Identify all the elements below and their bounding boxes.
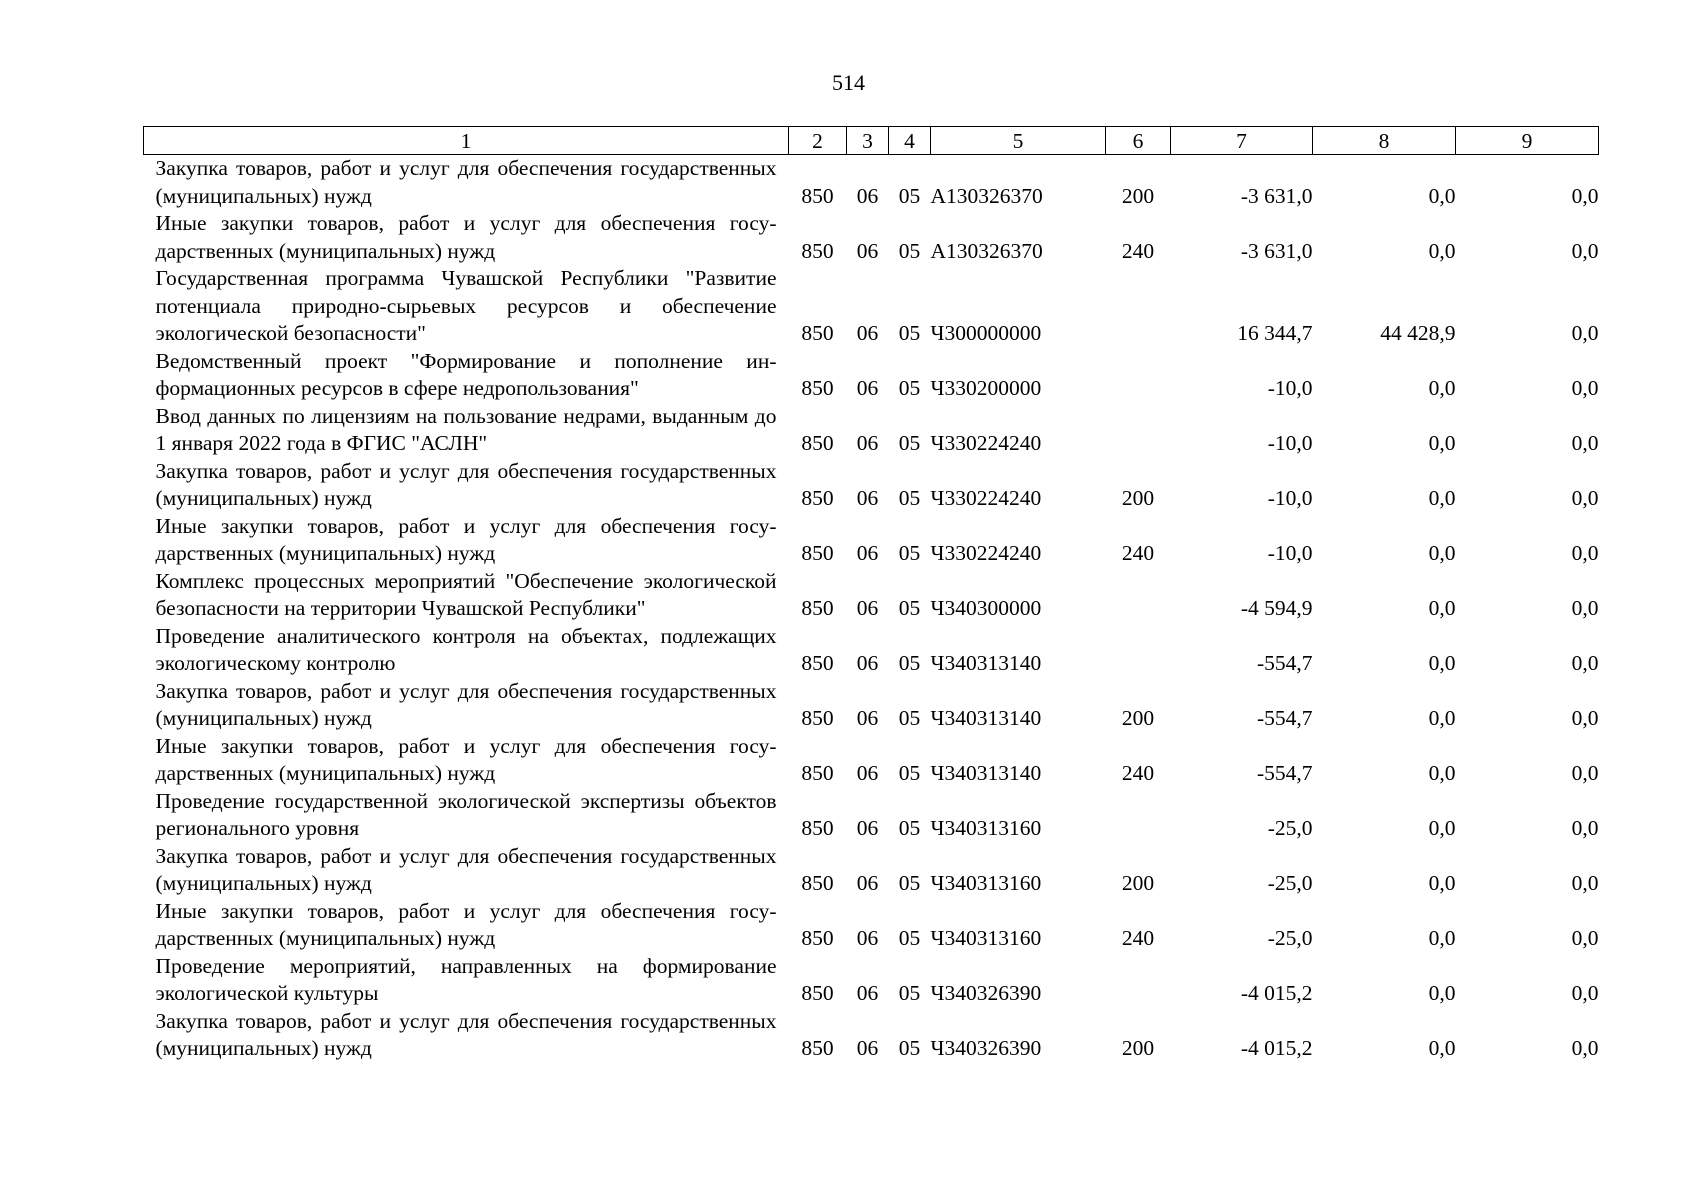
cell-target-item: Ч330200000 — [930, 376, 1042, 400]
cell-subsection: 05 — [898, 486, 921, 510]
table-row — [144, 458, 1599, 513]
cell-amount-col9: 0,0 — [1571, 926, 1599, 950]
column-header-2: 2 — [789, 127, 847, 155]
cell-target-item: Ч340326390 — [930, 981, 1042, 1005]
table-row — [144, 953, 1599, 1008]
cell-amount-col8: 0,0 — [1428, 376, 1456, 400]
cell-target-item: А130326370 — [930, 183, 1043, 208]
row-description: Комплекс процессных мероприятий "Обеспечение экологической безопасности на территории Чувашской Республики" — [155, 568, 777, 620]
cell-amount-col8: 0,0 — [1428, 816, 1456, 840]
cell-target-item: Ч340326390 — [930, 1036, 1042, 1060]
table-row — [144, 733, 1599, 788]
cell-amount-col8: 0,0 — [1428, 1036, 1456, 1060]
cell-expense-type — [1106, 403, 1171, 458]
cell-amount-col8: 0,0 — [1428, 431, 1456, 455]
column-header-4: 4 — [889, 127, 931, 155]
cell-amount-col9: 0,0 — [1571, 376, 1599, 400]
row-description: Закупка товаров, работ и услуг для обеспечения государственных (муниципальных) нужд — [155, 458, 777, 510]
cell-section: 06 — [856, 486, 879, 510]
cell-amount-col9: 0,0 — [1571, 871, 1599, 895]
cell-subsection: 05 — [898, 651, 921, 675]
cell-amount-col7: -554,7 — [1256, 761, 1313, 785]
cell-target-item: А130326370 — [930, 238, 1043, 263]
row-description: Проведение мероприятий, направленных на формирование экологической культуры — [155, 953, 777, 1005]
cell-section: 06 — [856, 651, 879, 675]
column-header-5: 5 — [931, 127, 1106, 155]
cell-amount-col9: 0,0 — [1571, 486, 1599, 510]
table-header-row — [144, 127, 1599, 155]
cell-amount-col8: 0,0 — [1428, 541, 1456, 565]
cell-expense-type: 240 — [1121, 238, 1155, 263]
cell-subsection: 05 — [898, 321, 921, 345]
cell-target-item: Ч340300000 — [930, 596, 1042, 620]
cell-target-item: Ч340313140 — [930, 706, 1042, 730]
row-description: Закупка товаров, работ и услуг для обеспечения государственных (муниципальных) нужд — [155, 678, 777, 730]
column-header-6: 6 — [1106, 127, 1171, 155]
cell-section: 06 — [856, 376, 879, 400]
cell-amount-col8: 0,0 — [1428, 926, 1456, 950]
column-header-8: 8 — [1313, 127, 1456, 155]
table-row — [144, 788, 1599, 843]
table-row — [144, 843, 1599, 898]
cell-section: 06 — [856, 238, 879, 263]
row-description: Ввод данных по лицензиям на пользование недрами, выданным до 1 января 2022 года в ФГИС "АСЛН" — [155, 403, 777, 455]
cell-target-item: Ч340313160 — [930, 871, 1042, 895]
cell-expense-type: 240 — [1121, 541, 1155, 565]
cell-subsection: 05 — [898, 981, 921, 1005]
cell-target-item: Ч330224240 — [930, 486, 1042, 510]
cell-target-item: Ч330224240 — [930, 541, 1042, 565]
cell-amount-col9: 0,0 — [1571, 596, 1599, 620]
cell-amount-col8: 0,0 — [1428, 981, 1456, 1005]
cell-amount-col7: -554,7 — [1256, 706, 1313, 730]
cell-admin-code: 850 — [801, 706, 834, 730]
cell-expense-type: 200 — [1121, 183, 1155, 208]
cell-amount-col7: 16 344,7 — [1237, 321, 1313, 345]
row-description: Закупка товаров, работ и услуг для обеспечения государственных (муниципальных) нужд — [155, 156, 777, 208]
cell-amount-col9: 0,0 — [1571, 1036, 1599, 1060]
cell-subsection: 05 — [898, 761, 921, 785]
column-header-3: 3 — [847, 127, 889, 155]
cell-expense-type: 200 — [1121, 486, 1155, 510]
cell-expense-type: 240 — [1121, 761, 1155, 785]
cell-target-item: Ч340313140 — [930, 651, 1042, 675]
cell-expense-type — [1106, 623, 1171, 678]
cell-expense-type: 200 — [1121, 871, 1155, 895]
cell-admin-code: 850 — [801, 926, 834, 950]
cell-amount-col7: -10,0 — [1267, 431, 1313, 455]
table-row — [144, 568, 1599, 623]
row-description: Иные закупки товаров, работ и услуг для обеспечения государственных (муниципальных) нужд — [155, 898, 777, 950]
table-row — [144, 155, 1599, 211]
cell-admin-code: 850 — [801, 761, 834, 785]
row-description: Проведение государственной экологической экспертизы объектов регионального уровня — [155, 788, 777, 840]
cell-admin-code: 850 — [801, 183, 834, 208]
cell-admin-code: 850 — [801, 596, 834, 620]
table-row — [144, 210, 1599, 265]
cell-admin-code: 850 — [801, 871, 834, 895]
row-description: Ведомственный проект "Формирование и пополнение информационных ресурсов в сфере недропользования" — [155, 348, 777, 400]
cell-amount-col7: -3 631,0 — [1240, 238, 1313, 263]
cell-expense-type — [1106, 265, 1171, 348]
cell-section: 06 — [856, 321, 879, 345]
cell-admin-code: 850 — [801, 541, 834, 565]
cell-target-item: Ч340313140 — [930, 761, 1042, 785]
row-description: Закупка товаров, работ и услуг для обеспечения государственных (муниципальных) нужд — [155, 1008, 777, 1060]
cell-amount-col7: -4 015,2 — [1240, 981, 1313, 1005]
cell-amount-col7: -25,0 — [1267, 871, 1313, 895]
cell-section: 06 — [856, 541, 879, 565]
row-description: Иные закупки товаров, работ и услуг для обеспечения государственных (муниципальных) нужд — [155, 733, 777, 785]
cell-expense-type: 200 — [1121, 706, 1155, 730]
cell-amount-col7: -10,0 — [1267, 486, 1313, 510]
cell-section: 06 — [856, 871, 879, 895]
cell-target-item: Ч340313160 — [930, 926, 1042, 950]
cell-subsection: 05 — [898, 376, 921, 400]
cell-subsection: 05 — [898, 926, 921, 950]
table-row — [144, 1008, 1599, 1063]
cell-section: 06 — [856, 183, 879, 208]
cell-expense-type — [1106, 788, 1171, 843]
cell-amount-col9: 0,0 — [1571, 981, 1599, 1005]
row-description: Государственная программа Чувашской Республики "Развитие потенциала природно-сырьевых ресурсов и обеспечение экологической безопасности" — [155, 266, 777, 345]
cell-target-item: Ч340313160 — [930, 816, 1042, 840]
cell-amount-col9: 0,0 — [1571, 761, 1599, 785]
cell-subsection: 05 — [898, 1036, 921, 1060]
cell-subsection: 05 — [898, 183, 921, 208]
row-description: Проведение аналитического контроля на объектах, подлежащих экологическому контролю — [155, 623, 777, 675]
cell-amount-col9: 0,0 — [1571, 651, 1599, 675]
cell-expense-type — [1106, 953, 1171, 1008]
cell-section: 06 — [856, 596, 879, 620]
cell-admin-code: 850 — [801, 376, 834, 400]
cell-admin-code: 850 — [801, 238, 834, 263]
table-row — [144, 513, 1599, 568]
cell-amount-col8: 0,0 — [1428, 486, 1456, 510]
cell-amount-col9: 0,0 — [1571, 238, 1599, 263]
cell-amount-col9: 0,0 — [1571, 321, 1599, 345]
page-number: 514 — [832, 70, 865, 95]
column-header-7: 7 — [1171, 127, 1313, 155]
cell-section: 06 — [856, 431, 879, 455]
cell-section: 06 — [856, 926, 879, 950]
cell-target-item: Ч330224240 — [930, 431, 1042, 455]
cell-admin-code: 850 — [801, 321, 834, 345]
cell-admin-code: 850 — [801, 431, 834, 455]
table-body — [144, 155, 1599, 1063]
cell-admin-code: 850 — [801, 981, 834, 1005]
cell-expense-type: 200 — [1121, 1036, 1155, 1060]
table-row — [144, 403, 1599, 458]
cell-section: 06 — [856, 816, 879, 840]
cell-expense-type: 240 — [1121, 926, 1155, 950]
cell-amount-col7: -4 594,9 — [1240, 596, 1313, 620]
cell-amount-col9: 0,0 — [1571, 816, 1599, 840]
cell-subsection: 05 — [898, 431, 921, 455]
cell-amount-col8: 0,0 — [1428, 706, 1456, 730]
cell-amount-col7: -554,7 — [1256, 651, 1313, 675]
cell-amount-col9: 0,0 — [1571, 183, 1599, 208]
cell-admin-code: 850 — [801, 651, 834, 675]
cell-amount-col8: 0,0 — [1428, 596, 1456, 620]
cell-section: 06 — [856, 706, 879, 730]
table-row — [144, 265, 1599, 348]
cell-amount-col7: -10,0 — [1267, 541, 1313, 565]
column-header-9: 9 — [1456, 127, 1599, 155]
cell-amount-col7: -10,0 — [1267, 376, 1313, 400]
cell-amount-col7: -25,0 — [1267, 926, 1313, 950]
row-description: Иные закупки товаров, работ и услуг для обеспечения государственных (муниципальных) нужд — [155, 513, 777, 565]
cell-amount-col9: 0,0 — [1571, 431, 1599, 455]
cell-section: 06 — [856, 1036, 879, 1060]
table-row — [144, 348, 1599, 403]
cell-amount-col7: -4 015,2 — [1240, 1036, 1313, 1060]
cell-amount-col8: 44 428,9 — [1380, 321, 1456, 345]
cell-subsection: 05 — [898, 238, 921, 263]
budget-table — [143, 126, 1599, 1063]
cell-expense-type — [1106, 348, 1171, 403]
cell-amount-col9: 0,0 — [1571, 706, 1599, 730]
cell-amount-col8: 0,0 — [1428, 871, 1456, 895]
table-row — [144, 898, 1599, 953]
row-description: Иные закупки товаров, работ и услуг для обеспечения государственных (муниципальных) нужд — [155, 211, 777, 263]
cell-amount-col9: 0,0 — [1571, 541, 1599, 565]
cell-subsection: 05 — [898, 596, 921, 620]
cell-admin-code: 850 — [801, 486, 834, 510]
cell-subsection: 05 — [898, 871, 921, 895]
cell-subsection: 05 — [898, 816, 921, 840]
cell-amount-col7: -25,0 — [1267, 816, 1313, 840]
cell-amount-col8: 0,0 — [1428, 651, 1456, 675]
table-row — [144, 623, 1599, 678]
cell-section: 06 — [856, 761, 879, 785]
cell-subsection: 05 — [898, 541, 921, 565]
cell-section: 06 — [856, 981, 879, 1005]
column-header-1: 1 — [144, 127, 789, 155]
cell-amount-col8: 0,0 — [1428, 183, 1456, 208]
cell-amount-col8: 0,0 — [1428, 761, 1456, 785]
cell-amount-col8: 0,0 — [1428, 238, 1456, 263]
row-description: Закупка товаров, работ и услуг для обеспечения государственных (муниципальных) нужд — [155, 843, 777, 895]
cell-admin-code: 850 — [801, 816, 834, 840]
cell-subsection: 05 — [898, 706, 921, 730]
table-row — [144, 678, 1599, 733]
cell-admin-code: 850 — [801, 1036, 834, 1060]
cell-expense-type — [1106, 568, 1171, 623]
cell-amount-col7: -3 631,0 — [1240, 183, 1313, 208]
cell-target-item: Ч300000000 — [930, 321, 1042, 345]
